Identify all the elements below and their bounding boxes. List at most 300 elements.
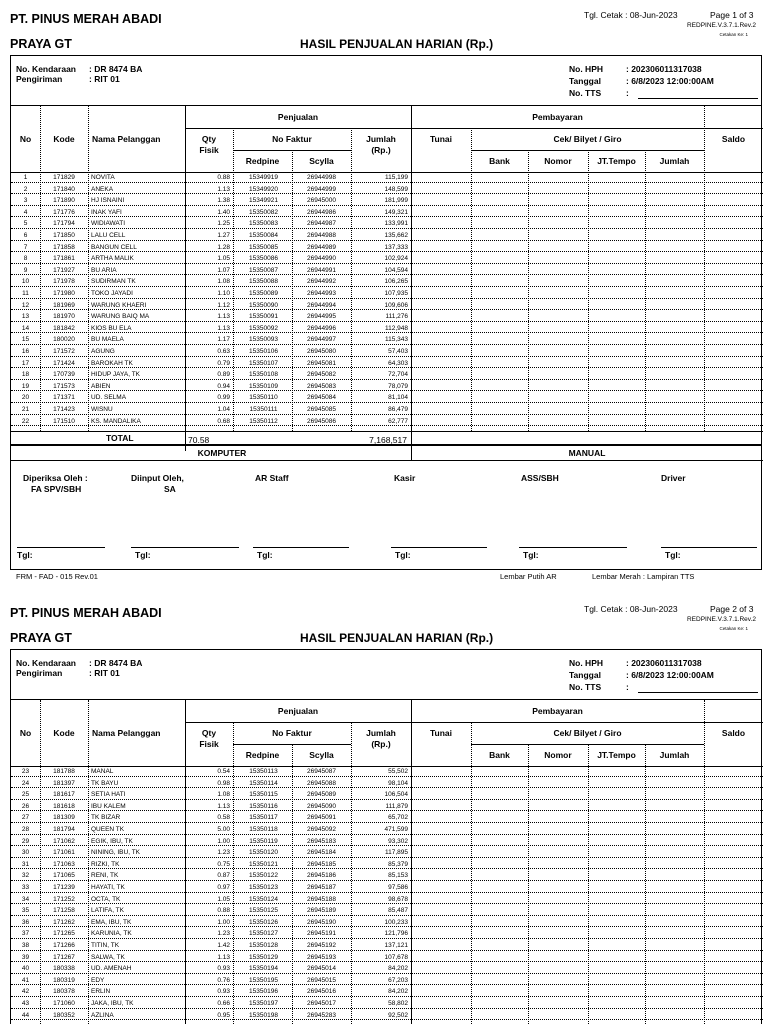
- invoice-redpine: 15350089: [249, 290, 278, 297]
- row-no: 42: [21, 988, 30, 996]
- col-jumlah: Jumlah: [366, 728, 396, 738]
- invoice-redpine: 15349920: [249, 185, 278, 193]
- invoice-redpine: 15350093: [249, 336, 278, 344]
- table-row: [11, 860, 763, 870]
- col-tunai: Tunai: [429, 134, 453, 144]
- amount: 121,796: [384, 930, 408, 938]
- row-no: 20: [21, 394, 30, 402]
- qty-fisik: 1.08: [217, 278, 230, 286]
- customer-name: RENI, TK: [91, 872, 119, 880]
- amount: 86,479: [388, 406, 408, 413]
- invoice-redpine: 15350114: [249, 779, 278, 787]
- table-row: [11, 813, 763, 823]
- amount: 112,948: [384, 324, 408, 332]
- amount: 93,302: [388, 837, 408, 845]
- col-pembayaran: Pembayaran: [532, 706, 583, 716]
- qty-fisik: 0.99: [217, 394, 230, 402]
- invoice-scylla: 26944991: [307, 266, 336, 274]
- row-no: 29: [21, 837, 30, 845]
- table-row: [11, 335, 763, 345]
- row-no: 3: [23, 197, 28, 205]
- col-penjualan: Penjualan: [277, 706, 319, 716]
- sig-line: [391, 547, 487, 548]
- customer-code: 171060: [53, 1000, 75, 1007]
- row-no: 6: [23, 232, 28, 239]
- invoice-redpine: 15350121: [249, 860, 278, 868]
- col-bank: Bank: [489, 750, 510, 760]
- invoice-scylla: 26944998: [307, 174, 336, 181]
- invoice-redpine: 15350125: [249, 907, 278, 915]
- invoice-scylla: 26945014: [307, 965, 336, 973]
- invoice-scylla: 26945015: [307, 976, 336, 984]
- table-row: [11, 208, 763, 218]
- customer-code: 171829: [53, 174, 75, 181]
- row-no: 26: [21, 802, 30, 810]
- tts-label: No. TTS: [569, 682, 602, 692]
- row-no: 13: [21, 313, 30, 321]
- qty-fisik: 0.54: [217, 768, 230, 775]
- invoice-redpine: 15350196: [249, 988, 278, 996]
- amount: 65,702: [388, 814, 408, 822]
- customer-name: TK BAYU: [91, 779, 119, 787]
- col-redpine: Redpine: [245, 156, 280, 166]
- row-no: 23: [21, 768, 30, 775]
- customer-name: AGUNG: [91, 348, 115, 355]
- table-row: [11, 231, 763, 241]
- col-saldo: Saldo: [721, 134, 746, 144]
- table-row: [11, 347, 763, 357]
- amount: 85,379: [388, 860, 408, 868]
- table-row: [11, 871, 763, 881]
- form-code: FRM - FAD - 015 Rev.01: [16, 572, 98, 581]
- customer-code: 171423: [53, 406, 75, 413]
- tts-value: :: [626, 88, 629, 98]
- table-row: [11, 976, 763, 986]
- customer-code: 181969: [53, 301, 75, 309]
- col-qty: Qty: [201, 728, 217, 738]
- sig-driver: Driver: [661, 473, 686, 483]
- qty-fisik: 0.87: [217, 872, 230, 880]
- invoice-scylla: 26945188: [307, 895, 336, 903]
- invoice-scylla: 26945087: [307, 768, 336, 775]
- qty-fisik: 1.42: [217, 942, 230, 949]
- sig-ar: AR Staff: [255, 473, 289, 483]
- table-row: [11, 802, 763, 812]
- total-label: TOTAL: [106, 433, 134, 443]
- customer-name: MANAL: [91, 768, 114, 775]
- qty-fisik: 5.00: [217, 826, 230, 833]
- qty-fisik: 1.23: [217, 930, 230, 938]
- customer-code: 181617: [53, 791, 75, 799]
- invoice-redpine: 15350116: [249, 802, 278, 810]
- amount: 57,403: [388, 348, 408, 355]
- table-row: [11, 825, 763, 835]
- customer-name: SUDIRMAN TK: [91, 278, 136, 286]
- customer-code: 171371: [53, 394, 75, 402]
- invoice-redpine: 15350118: [249, 826, 278, 833]
- shipment-info-box: [10, 649, 762, 699]
- invoice-redpine: 15350085: [249, 243, 278, 251]
- invoice-redpine: 15350082: [249, 208, 278, 216]
- tts-blank-line: [638, 692, 758, 693]
- amount: 55,502: [388, 768, 408, 775]
- customer-name: EMA, IBU, TK: [91, 918, 132, 926]
- tgl-label: Tgl:: [395, 550, 411, 560]
- customer-code: 181397: [53, 779, 75, 787]
- invoice-redpine: 15350088: [249, 278, 278, 286]
- row-no: 38: [21, 942, 30, 949]
- amount: 149,321: [384, 208, 408, 216]
- invoice-scylla: 26945193: [307, 953, 336, 961]
- customer-name: IBU KALEM: [91, 802, 126, 810]
- customer-code: 171258: [53, 907, 75, 915]
- date-label: Tanggal: [569, 670, 601, 680]
- system-version: REDPINE.V.3.7.1.Rev.2: [686, 22, 756, 29]
- amount: 106,504: [384, 791, 408, 799]
- customer-code: 171980: [53, 290, 75, 297]
- customer-name: BU ARIA: [91, 266, 117, 274]
- tgl-label: Tgl:: [135, 550, 151, 560]
- amount: 92,502: [388, 1011, 408, 1019]
- row-no: 11: [22, 290, 29, 297]
- amount: 117,895: [384, 849, 408, 857]
- amount: 115,343: [384, 336, 408, 344]
- qty-fisik: 1.38: [217, 197, 230, 205]
- invoice-redpine: 15350113: [249, 768, 278, 775]
- customer-name: KARUNIA, TK: [91, 930, 132, 938]
- qty-fisik: 1.00: [217, 918, 230, 926]
- hph-number: : 202306011317038: [626, 658, 702, 668]
- amount: 111,276: [385, 313, 408, 321]
- invoice-scylla: 26944992: [307, 278, 336, 286]
- qty-fisik: 1.13: [217, 802, 230, 810]
- invoice-scylla: 26945187: [307, 884, 336, 891]
- customer-name: WISNU: [91, 406, 113, 413]
- branch-name: PRAYA GT: [10, 37, 72, 51]
- customer-name: TITIN, TK: [91, 942, 120, 949]
- qty-fisik: 0.58: [217, 814, 230, 822]
- page-number: Page 2 of 3: [710, 604, 754, 614]
- amount: 64,303: [388, 359, 408, 367]
- col-jumlah-giro: Jumlah: [659, 750, 690, 760]
- row-no: 36: [21, 918, 30, 926]
- total-amount: 7,168,517: [369, 435, 407, 445]
- invoice-scylla: 26945189: [307, 907, 336, 915]
- qty-fisik: 1.13: [217, 953, 230, 961]
- system-version: REDPINE.V.3.7.1.Rev.2: [686, 616, 756, 623]
- customer-code: 171840: [53, 185, 75, 193]
- sig-diinput: Diinput Oleh,: [131, 473, 184, 483]
- invoice-scylla: 26944997: [307, 336, 336, 344]
- qty-fisik: 0.66: [217, 1000, 230, 1007]
- amount: 107,935: [384, 290, 408, 297]
- customer-code: 171776: [53, 208, 75, 216]
- col-fisik: Fisik: [199, 739, 219, 749]
- customer-name: AZLINA: [91, 1011, 114, 1019]
- col-rp: (Rp.): [371, 145, 391, 155]
- row-no: 39: [21, 953, 30, 961]
- amount: 72,704: [388, 371, 408, 379]
- sig-ass: ASS/SBH: [521, 473, 559, 483]
- qty-fisik: 0.76: [217, 976, 230, 984]
- table-row: [11, 185, 763, 195]
- customer-code: 171573: [53, 382, 75, 390]
- invoice-redpine: 15350129: [249, 953, 278, 961]
- table-row: [11, 266, 763, 276]
- col-no: No: [19, 134, 32, 144]
- customer-code: 171510: [53, 417, 75, 425]
- row-no: 12: [21, 301, 30, 309]
- table-row: [11, 999, 763, 1009]
- qty-fisik: 0.75: [217, 860, 230, 868]
- tgl-label: Tgl:: [523, 550, 539, 560]
- vehicle-label: No. Kendaraan: [16, 658, 76, 668]
- col-saldo: Saldo: [721, 728, 746, 738]
- invoice-redpine: 15350115: [249, 791, 278, 799]
- customer-name: HAYATI, TK: [91, 884, 125, 891]
- customer-name: WARUNG BAIQ MA: [91, 313, 150, 321]
- col-faktur: No Faktur: [272, 134, 312, 144]
- customer-name: UD. AMENAH: [91, 965, 132, 973]
- row-no: 35: [21, 907, 30, 915]
- table-row: [11, 219, 763, 229]
- signature-box: [10, 445, 762, 570]
- qty-fisik: 0.97: [217, 884, 230, 891]
- table-row: [11, 987, 763, 997]
- customer-code: 171239: [53, 884, 75, 891]
- customer-name: WIDIAWATI: [91, 220, 126, 228]
- qty-fisik: 0.93: [217, 965, 230, 973]
- customer-code: 181618: [53, 802, 75, 810]
- customer-code: 171424: [53, 359, 75, 367]
- tgl-label: Tgl:: [257, 550, 273, 560]
- customer-name: SALWA, TK: [91, 953, 125, 961]
- date-value: : 6/8/2023 12:00:00AM: [626, 670, 714, 680]
- sig-line: [253, 547, 349, 548]
- row-no: 8: [23, 255, 28, 263]
- customer-name: RIZKI, TK: [91, 860, 120, 868]
- print-date: Tgl. Cetak : 08-Jun-2023: [584, 604, 678, 614]
- invoice-scylla: 26945092: [307, 826, 336, 833]
- col-tunai: Tunai: [429, 728, 453, 738]
- col-pembayaran: Pembayaran: [532, 112, 583, 122]
- row-no: 16: [21, 348, 30, 355]
- hph-label: No. HPH: [569, 658, 603, 668]
- amount: 84,202: [388, 988, 408, 996]
- amount: 471,599: [384, 826, 408, 833]
- invoice-scylla: 26945016: [307, 988, 336, 996]
- qty-fisik: 1.13: [217, 185, 230, 193]
- qty-fisik: 1.08: [217, 791, 230, 799]
- shipment-trip: : RIT 01: [89, 668, 120, 678]
- amount: 62,777: [388, 417, 408, 425]
- qty-fisik: 0.94: [217, 382, 230, 390]
- shipment-label: Pengiriman: [16, 668, 63, 678]
- table-row: [11, 301, 763, 311]
- table-row: [11, 382, 763, 392]
- tgl-label: Tgl:: [17, 550, 33, 560]
- customer-code: 181970: [53, 313, 75, 321]
- qty-fisik: 1.07: [217, 266, 230, 274]
- row-no: 32: [21, 872, 30, 880]
- row-no: 14: [21, 324, 30, 332]
- row-no: 40: [21, 965, 30, 973]
- report-page-2: [0, 594, 768, 1024]
- customer-code: 171266: [53, 942, 75, 949]
- section-komputer: KOMPUTER: [197, 448, 247, 458]
- invoice-redpine: 15350195: [249, 976, 278, 984]
- customer-name: INAK YAFI: [91, 208, 122, 216]
- customer-name: OCTA, TK: [91, 895, 121, 903]
- col-faktur: No Faktur: [272, 728, 312, 738]
- amount: 97,586: [388, 884, 408, 891]
- invoice-scylla: 26945081: [307, 359, 336, 367]
- table-row: [11, 953, 763, 963]
- amount: 135,662: [384, 232, 408, 239]
- invoice-redpine: 15350120: [249, 849, 278, 857]
- table-row: [11, 1011, 763, 1021]
- customer-name: EDY: [91, 976, 105, 984]
- col-nama: Nama Pelanggan: [92, 728, 161, 738]
- table-row: [11, 848, 763, 858]
- invoice-scylla: 26945089: [307, 791, 336, 799]
- invoice-redpine: 15350106: [249, 348, 278, 355]
- amount: 100,233: [384, 918, 408, 926]
- invoice-scylla: 26944990: [307, 255, 336, 263]
- customer-code: 171890: [53, 197, 75, 205]
- customer-code: 171572: [53, 348, 75, 355]
- sig-line: [131, 547, 239, 548]
- col-redpine: Redpine: [245, 750, 280, 760]
- qty-fisik: 1.28: [217, 243, 230, 251]
- qty-fisik: 1.23: [217, 849, 230, 857]
- qty-fisik: 1.05: [217, 895, 230, 903]
- qty-fisik: 1.04: [217, 406, 230, 413]
- table-row: [11, 243, 763, 253]
- col-cek: Cek/ Bilyet / Giro: [553, 134, 622, 144]
- customer-code: 171267: [53, 953, 75, 961]
- amount: 181,999: [384, 197, 408, 205]
- amount: 85,487: [388, 907, 408, 915]
- col-bank: Bank: [489, 156, 510, 166]
- customer-code: 180319: [53, 976, 75, 984]
- row-no: 21: [21, 406, 30, 413]
- invoice-redpine: 15350194: [249, 965, 278, 973]
- customer-code: 171978: [53, 278, 75, 286]
- table-row: [11, 173, 763, 183]
- invoice-scylla: 26944995: [307, 313, 336, 321]
- table-row: [11, 918, 763, 928]
- vehicle-number: : DR 8474 BA: [89, 64, 143, 74]
- customer-code: 171065: [53, 872, 75, 880]
- invoice-redpine: 15350128: [249, 942, 278, 949]
- customer-name: UD. SELMA: [91, 394, 127, 402]
- company-name: PT. PINUS MERAH ABADI: [10, 606, 162, 620]
- invoice-redpine: 15350107: [249, 359, 278, 367]
- page-number: Page 1 of 3: [710, 10, 754, 20]
- invoice-scylla: 26944994: [307, 301, 336, 309]
- table-row: [11, 883, 763, 893]
- col-kode: Kode: [53, 134, 75, 144]
- row-no: 5: [23, 220, 28, 228]
- row-no: 37: [21, 930, 30, 938]
- total-qty: 70.58: [188, 435, 210, 445]
- customer-name: ARTHA MALIK: [91, 255, 134, 263]
- amount: 115,199: [384, 174, 408, 181]
- invoice-scylla: 26945186: [307, 872, 336, 880]
- invoice-redpine: 15350084: [249, 232, 278, 239]
- qty-fisik: 0.79: [217, 359, 230, 367]
- invoice-redpine: 15350086: [249, 255, 278, 263]
- sig-line: [661, 547, 757, 548]
- qty-fisik: 1.25: [217, 220, 230, 228]
- table-row: [11, 405, 763, 415]
- hph-number: : 202306011317038: [626, 64, 702, 74]
- col-penjualan: Penjualan: [277, 112, 319, 122]
- invoice-scylla: 26945185: [307, 860, 336, 868]
- customer-code: 170739: [53, 371, 75, 379]
- invoice-scylla: 26945091: [307, 814, 336, 822]
- invoice-redpine: 15350117: [249, 814, 278, 822]
- invoice-scylla: 26945088: [307, 779, 336, 787]
- row-no: 4: [23, 208, 28, 216]
- invoice-scylla: 26945192: [307, 942, 336, 949]
- amount: 67,203: [388, 976, 408, 984]
- customer-name: ANEKA: [91, 185, 114, 193]
- row-no: 44: [21, 1011, 30, 1019]
- sig-line: [519, 547, 627, 548]
- customer-name: ERLIN: [91, 988, 111, 996]
- customer-name: BANGUN CELL: [91, 243, 137, 251]
- col-no: No: [19, 728, 32, 738]
- customer-name: BAROKAH TK: [91, 359, 133, 367]
- customer-name: HIDUP JAYA, TK: [91, 371, 141, 379]
- customer-code: 171927: [53, 266, 75, 274]
- table-row: [11, 254, 763, 264]
- customer-name: JAKA, IBU, TK: [91, 1000, 134, 1007]
- invoice-redpine: 15350126: [249, 918, 278, 926]
- qty-fisik: 0.89: [217, 371, 230, 379]
- invoice-scylla: 26945090: [307, 802, 336, 810]
- invoice-scylla: 26944996: [307, 324, 336, 332]
- customer-name: TK BIZAR: [91, 814, 121, 822]
- col-nama: Nama Pelanggan: [92, 134, 161, 144]
- qty-fisik: 1.12: [217, 301, 230, 309]
- hph-label: No. HPH: [569, 64, 603, 74]
- amount: 85,153: [388, 872, 408, 880]
- sig-line: [17, 547, 105, 548]
- qty-fisik: 1.00: [217, 837, 230, 845]
- customer-code: 171850: [53, 232, 75, 239]
- invoice-redpine: 15350112: [249, 417, 278, 425]
- customer-code: 171062: [53, 837, 75, 845]
- row-no: 7: [23, 243, 28, 251]
- customer-name: LALU CELL: [91, 232, 126, 239]
- customer-name: NOVITA: [91, 174, 115, 181]
- copy-white: Lembar Putih AR: [500, 572, 557, 581]
- qty-fisik: 1.13: [217, 324, 230, 332]
- print-count: Cetakan Ke: 1: [719, 626, 748, 631]
- tgl-label: Tgl:: [665, 550, 681, 560]
- invoice-scylla: 26945082: [307, 371, 336, 379]
- amount: 102,924: [384, 255, 408, 263]
- qty-fisik: 0.95: [217, 1011, 230, 1019]
- qty-fisik: 0.98: [217, 779, 230, 787]
- invoice-redpine: 15350087: [249, 266, 278, 274]
- qty-fisik: 1.05: [217, 255, 230, 263]
- customer-code: 171794: [53, 220, 75, 228]
- row-no: 1: [23, 174, 28, 181]
